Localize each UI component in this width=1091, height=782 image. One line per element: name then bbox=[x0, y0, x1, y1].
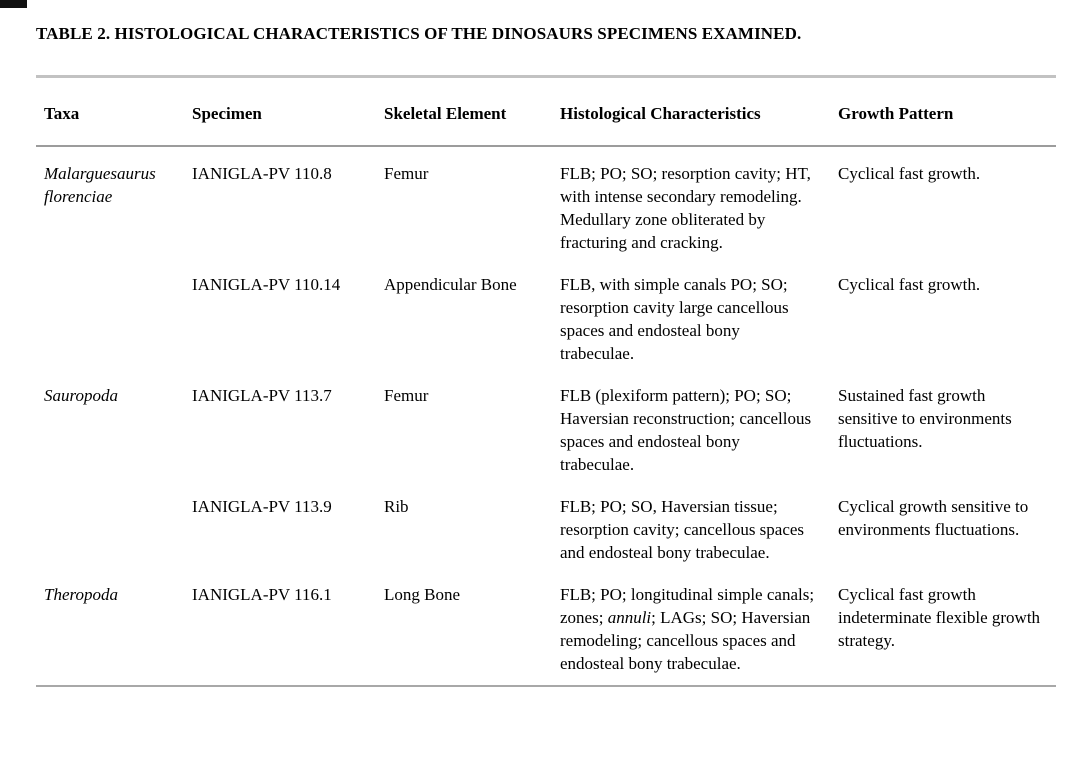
table-row bbox=[36, 476, 1056, 564]
skeletal-element-cell: Appendicular Bone bbox=[384, 275, 517, 294]
table-row bbox=[36, 146, 1056, 254]
specimen-cell: IANIGLA-PV 113.9 bbox=[192, 497, 332, 516]
growth-pattern-cell: Cyclical growth sensitive to environments fluctuations. bbox=[838, 497, 1029, 539]
growth-pattern-cell: Sustained fast growth sensitive to environments fluctuations. bbox=[838, 386, 1012, 451]
column-header-4: Growth Pattern bbox=[830, 77, 1056, 147]
text-segment: FLB; PO; SO, Haversian tissue; resorption cavity; cancellous spaces and endosteal bony trabeculae. bbox=[560, 497, 805, 562]
table-row bbox=[36, 254, 1056, 365]
histology-cell bbox=[552, 476, 830, 564]
page-corner-mark bbox=[0, 0, 27, 8]
histology-table bbox=[36, 75, 1056, 687]
text-segment: FLB; PO; longitudinal simple canals; zones; bbox=[560, 585, 815, 627]
growth-pattern-cell: Cyclical fast growth. bbox=[838, 275, 981, 294]
text-segment: ; LAGs; SO; Haversian remodeling; cancellous spaces and endosteal bony trabeculae. bbox=[560, 608, 811, 673]
specimen-cell: IANIGLA-PV 116.1 bbox=[192, 585, 332, 604]
taxa-cell: Malarguesaurus florenciae bbox=[44, 164, 156, 206]
skeletal-element-cell: Rib bbox=[384, 497, 409, 516]
column-header-0: Taxa bbox=[36, 77, 184, 147]
histology-cell bbox=[552, 365, 830, 476]
taxa-cell bbox=[36, 476, 184, 564]
skeletal-element-cell: Femur bbox=[384, 386, 429, 405]
italic-term: annuli bbox=[607, 608, 652, 627]
skeletal-element-cell: Long Bone bbox=[384, 585, 461, 604]
column-header-3: Histological Characteristics bbox=[552, 77, 830, 147]
skeletal-element-cell: Femur bbox=[384, 164, 429, 183]
table-head bbox=[36, 77, 1056, 147]
table-body bbox=[36, 146, 1056, 686]
text-segment: FLB; PO; SO; resorption cavity; HT, with intense secondary remodeling. Medullary zone obliterated by fracturing and cracking. bbox=[560, 164, 811, 252]
taxa-cell bbox=[36, 254, 184, 365]
table-container bbox=[36, 75, 1056, 687]
table-title: TABLE 2. HISTOLOGICAL CHARACTERISTICS OF THE DINOSAURS SPECIMENS EXAMINED. bbox=[36, 24, 802, 43]
taxa-cell: Theropoda bbox=[44, 585, 118, 604]
growth-pattern-cell: Cyclical fast growth indeterminate flexible growth strategy. bbox=[838, 585, 1041, 650]
taxa-cell: Sauropoda bbox=[44, 386, 118, 405]
histology-cell bbox=[552, 564, 830, 686]
table-row bbox=[36, 564, 1056, 686]
text-segment: FLB (plexiform pattern); PO; SO; Haversian reconstruction; cancellous spaces and endosteal bony trabeculae. bbox=[560, 386, 812, 474]
specimen-cell: IANIGLA-PV 110.8 bbox=[192, 164, 332, 183]
table-row bbox=[36, 365, 1056, 476]
text-segment: FLB, with simple canals PO; SO; resorption cavity large cancellous spaces and endosteal bony trabeculae. bbox=[560, 275, 789, 363]
histology-cell bbox=[552, 254, 830, 365]
column-header-2: Skeletal Element bbox=[376, 77, 552, 147]
header-row bbox=[36, 77, 1056, 147]
histology-cell bbox=[552, 146, 830, 254]
specimen-cell: IANIGLA-PV 110.14 bbox=[192, 275, 341, 294]
growth-pattern-cell: Cyclical fast growth. bbox=[838, 164, 981, 183]
specimen-cell: IANIGLA-PV 113.7 bbox=[192, 386, 332, 405]
column-header-1: Specimen bbox=[184, 77, 376, 147]
